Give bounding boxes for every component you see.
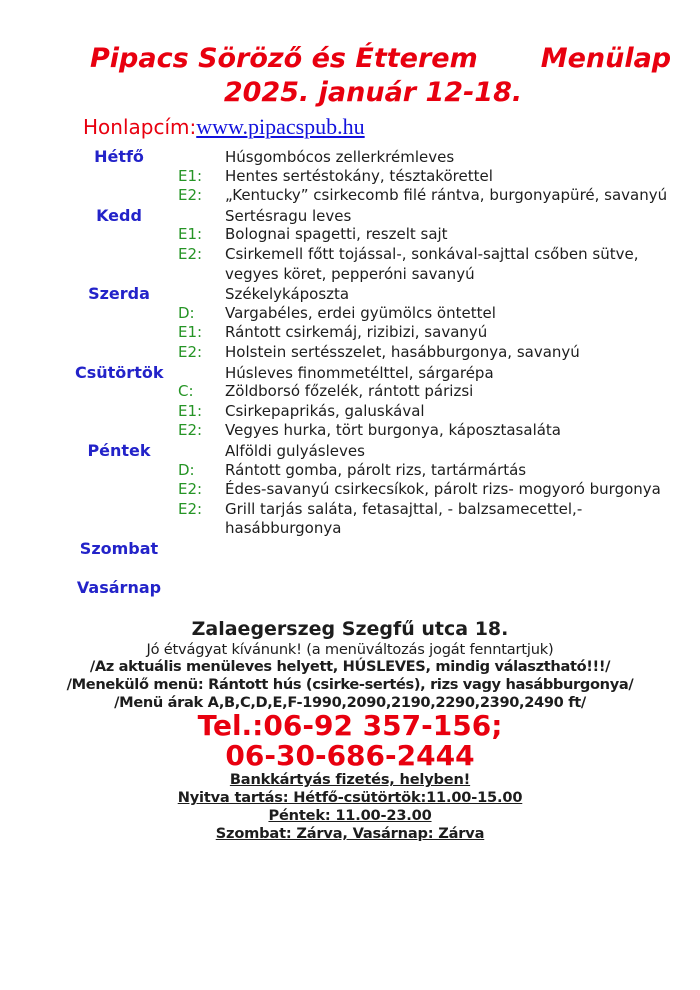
course-code: D: — [178, 460, 195, 479]
day-name: Péntek — [87, 440, 151, 460]
menu-row — [0, 206, 700, 226]
menu-row — [0, 167, 700, 187]
homepage-link[interactable]: www.pipacspub.hu — [196, 114, 365, 139]
course-code: E1: — [178, 401, 203, 420]
course-code: C: — [178, 382, 194, 401]
dish-text: Sertésragu leves — [225, 206, 352, 225]
dish-text: Grill tarjás saláta, fetasajttal, - balzsamecettel,- — [225, 499, 583, 518]
day-name: Kedd — [96, 205, 142, 225]
menu-row — [0, 539, 700, 559]
menu-row — [0, 519, 700, 539]
menu-row — [0, 363, 700, 383]
dish-text: Csirkemell főtt tojással-, sonkával-sajttal csőben sütve, — [225, 244, 639, 263]
info-opening-hours: Nyitva tartás: Hétfő-csütörtök:11.00-15.00 — [177, 789, 523, 807]
menu-date-range: 2025. január 12-18. — [223, 77, 523, 108]
menu-row — [0, 225, 700, 245]
note-line-prices: /Menü árak A,B,C,D,E,F-1990,2090,2190,2290,2390,2490 ft/ — [114, 693, 586, 711]
menu-row — [0, 323, 700, 343]
menu-row — [0, 284, 700, 304]
homepage-label: Honlapcím: — [83, 115, 197, 139]
dish-text: hasábburgonya — [225, 519, 342, 538]
menu-row — [0, 382, 700, 402]
course-code: E2: — [178, 421, 203, 440]
course-code: E1: — [178, 323, 203, 342]
dish-text: Zöldborsó főzelék, rántott párizsi — [225, 382, 474, 401]
note-line-backup-menu: /Menekülő menü: Rántott hús (csirke-sertés), rizs vagy hasábburgonya/ — [66, 676, 634, 694]
info-weekend-closed: Szombat: Zárva, Vasárnap: Zárva — [215, 824, 485, 842]
dish-text: Alföldi gulyásleves — [225, 441, 365, 460]
dish-text: Bolognai spagetti, reszelt sajt — [225, 225, 448, 244]
dish-text: Rántott csirkemáj, rizibizi, savanyú — [225, 323, 488, 342]
dish-text: Édes-savanyú csirkecsíkok, párolt rizs- mogyoró burgonya — [225, 480, 661, 499]
note-line-soup: /Az aktuális menüleves helyett, HÚSLEVES, mindig választható!!!/ — [89, 658, 611, 676]
dish-text: Rántott gomba, párolt rizs, tartármártás — [225, 460, 527, 479]
weekly-menu-list — [0, 147, 700, 598]
day-name: Vasárnap — [76, 578, 162, 598]
course-code: E2: — [178, 499, 203, 518]
menu-row — [0, 421, 700, 441]
dish-text: Húsgombócos zellerkrémleves — [225, 148, 455, 166]
menu-row — [0, 186, 700, 206]
menu-row — [0, 265, 700, 285]
wish-line: Jó étvágyat kívánunk! (a menüváltozás jogát fenntartjuk) — [146, 640, 554, 658]
course-code: D: — [178, 303, 195, 322]
menu-row — [0, 147, 700, 167]
menu-row — [0, 480, 700, 500]
homepage-row — [83, 114, 700, 142]
restaurant-address: Zalaegerszeg Szegfű utca 18. — [191, 617, 509, 640]
dish-text: Holstein sertésszelet, hasábburgonya, savanyú — [225, 342, 580, 361]
document-footer — [0, 618, 700, 843]
dish-text: Vegyes hurka, tört burgonya, káposztasaláta — [225, 421, 561, 440]
menu-row — [0, 343, 700, 363]
document-header — [0, 0, 700, 142]
day-name: Szombat — [79, 538, 159, 558]
dish-text: Hentes sertéstokány, tésztakörettel — [225, 166, 493, 185]
info-friday-hours: Péntek: 11.00-23.00 — [268, 807, 432, 825]
day-name: Hétfő — [94, 147, 144, 166]
menu-row — [0, 558, 700, 578]
course-code: E1: — [178, 166, 203, 185]
day-name: Szerda — [88, 284, 150, 304]
course-code: E1: — [178, 225, 203, 244]
dish-text: vegyes köret, pepperóni savanyú — [225, 264, 475, 283]
day-name: Csütörtök — [75, 362, 164, 382]
info-card-payment: Bankkártyás fizetés, helyben! — [229, 771, 471, 789]
menu-row — [0, 461, 700, 481]
dish-text: Csirkepaprikás, galuskával — [225, 401, 425, 420]
menu-row — [0, 441, 700, 461]
dish-text: „Kentucky” csirkecomb filé rántva, burgonyapüré, savanyú — [225, 186, 668, 205]
course-code: E2: — [178, 186, 203, 205]
menu-row — [0, 578, 700, 598]
menu-row — [0, 402, 700, 422]
document-title — [90, 42, 700, 76]
menu-row — [0, 500, 700, 520]
course-code: E2: — [178, 480, 203, 499]
course-code: E2: — [178, 244, 203, 263]
course-code: E2: — [178, 342, 203, 361]
restaurant-name: Pipacs Söröző és Étterem — [90, 43, 478, 74]
dish-text: Székelykáposzta — [225, 285, 350, 304]
dish-text: Vargabéles, erdei gyümölcs öntettel — [225, 303, 496, 322]
doc-type-label: Menülap — [540, 43, 672, 74]
dish-text: Húsleves finommetélttel, sárgarépa — [225, 363, 494, 382]
phone-number-1: Tel.:06-92 357-156; — [197, 709, 503, 743]
menu-row — [0, 245, 700, 265]
phone-number-2: 06-30-686-2444 — [225, 739, 475, 773]
menu-row — [0, 304, 700, 324]
